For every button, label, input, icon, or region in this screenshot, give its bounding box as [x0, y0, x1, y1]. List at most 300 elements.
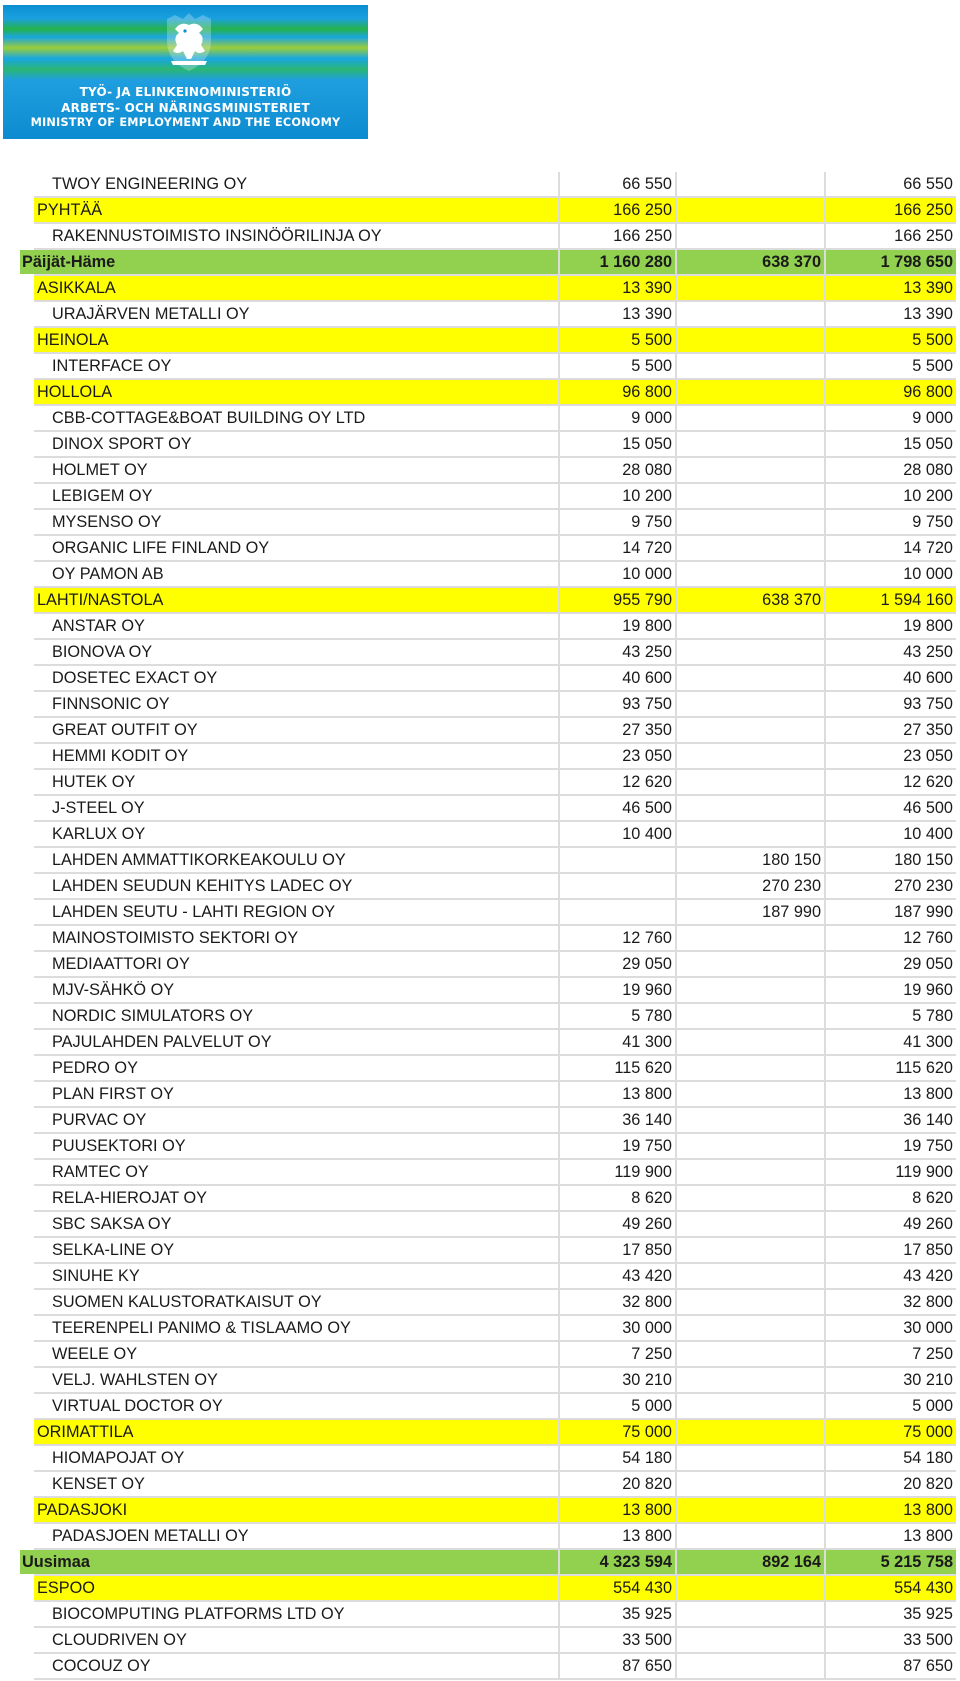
row-label: PEDRO OY — [52, 1059, 138, 1077]
amount-cell-c3: 87 650 — [903, 1657, 953, 1675]
row-label: SINUHE KY — [52, 1267, 140, 1285]
table-row — [0, 302, 956, 328]
amount-cell-c3: 49 260 — [903, 1215, 953, 1233]
column-divider — [824, 1134, 826, 1160]
column-divider — [824, 588, 826, 614]
amount-cell-c1: 15 050 — [622, 435, 672, 453]
table-row — [0, 1342, 956, 1368]
column-divider — [824, 380, 826, 406]
column-divider — [824, 1654, 826, 1680]
amount-cell-c2 — [677, 302, 824, 326]
row-label: LAHDEN SEUTU - LAHTI REGION OY — [52, 903, 336, 921]
amount-cell-c3: 12 620 — [903, 773, 953, 791]
column-divider — [824, 1212, 826, 1238]
table-row — [0, 562, 956, 588]
amount-cell-c1: 166 250 — [613, 227, 672, 245]
amount-cell-c1: 5 500 — [631, 357, 672, 375]
column-divider — [675, 770, 677, 796]
column-divider — [675, 1420, 677, 1446]
column-divider — [675, 1264, 677, 1290]
amount-cell-c3: 13 800 — [903, 1527, 953, 1545]
column-divider — [824, 1420, 826, 1446]
amount-cell-c2 — [677, 1628, 824, 1652]
amount-cell-c1: 9 000 — [631, 409, 672, 427]
column-divider — [824, 1108, 826, 1134]
row-label: BIOCOMPUTING PLATFORMS LTD OY — [52, 1605, 345, 1623]
column-divider — [558, 1602, 560, 1628]
column-divider — [675, 1212, 677, 1238]
column-divider — [824, 250, 826, 276]
amount-cell-c3: 5 500 — [912, 357, 953, 375]
amount-cell-c1: 43 250 — [622, 643, 672, 661]
row-label: PADASJOKI — [37, 1501, 128, 1519]
amount-cell-c3: 29 050 — [903, 955, 953, 973]
amount-cell-c3: 5 215 758 — [880, 1553, 953, 1571]
column-divider — [558, 380, 560, 406]
amount-cell-c3: 9 000 — [912, 409, 953, 427]
row-label: OY PAMON AB — [52, 565, 164, 583]
municipality-row — [0, 1420, 956, 1446]
column-divider — [558, 588, 560, 614]
column-divider — [675, 1238, 677, 1264]
row-label: HUTEK OY — [52, 773, 136, 791]
amount-cell-c3: 13 800 — [903, 1085, 953, 1103]
column-divider — [558, 1524, 560, 1550]
table-row — [0, 510, 956, 536]
amount-cell-c1: 30 000 — [622, 1319, 672, 1337]
row-label: LEBIGEM OY — [52, 487, 153, 505]
column-divider — [824, 926, 826, 952]
row-label: VIRTUAL DOCTOR OY — [52, 1397, 223, 1415]
column-divider — [824, 822, 826, 848]
amount-cell-c1 — [560, 900, 675, 924]
amount-cell-c1: 20 820 — [622, 1475, 672, 1493]
amount-cell-c2 — [677, 796, 824, 820]
column-divider — [675, 796, 677, 822]
table-row — [0, 1238, 956, 1264]
column-divider — [675, 588, 677, 614]
amount-cell-c3: 19 750 — [903, 1137, 953, 1155]
region-row — [0, 1550, 956, 1576]
column-divider — [558, 978, 560, 1004]
amount-cell-c3: 1 798 650 — [880, 253, 953, 271]
column-divider — [824, 1368, 826, 1394]
table-row — [0, 1186, 956, 1212]
column-divider — [824, 796, 826, 822]
column-divider — [558, 1446, 560, 1472]
amount-cell-c2 — [677, 276, 824, 300]
column-divider — [675, 926, 677, 952]
amount-cell-c1: 13 800 — [622, 1501, 672, 1519]
amount-cell-c1: 1 160 280 — [599, 253, 672, 271]
amount-cell-c1: 66 550 — [622, 175, 672, 193]
row-label: ORIMATTILA — [37, 1423, 134, 1441]
table-row — [0, 718, 956, 744]
column-divider — [558, 744, 560, 770]
row-label: COCOUZ OY — [52, 1657, 151, 1675]
amount-cell-c2 — [677, 692, 824, 716]
table-row — [0, 406, 956, 432]
column-divider — [675, 952, 677, 978]
column-divider — [675, 822, 677, 848]
table-row — [0, 1056, 956, 1082]
amount-cell-c1: 35 925 — [622, 1605, 672, 1623]
amount-cell-c2 — [677, 926, 824, 950]
logo-line-sv: ARBETS- OCH NÄRINGSMINISTERIET — [61, 101, 310, 115]
amount-cell-c3: 187 990 — [894, 903, 953, 921]
amount-cell-c2 — [677, 1368, 824, 1392]
row-label: MAINOSTOIMISTO SEKTORI OY — [52, 929, 299, 947]
column-divider — [824, 172, 826, 198]
row-label: Uusimaa — [22, 1553, 90, 1571]
amount-cell-c3: 119 900 — [895, 1163, 953, 1181]
column-divider — [558, 172, 560, 198]
column-divider — [558, 1004, 560, 1030]
table-row — [0, 1160, 956, 1186]
row-label: SUOMEN KALUSTORATKAISUT OY — [52, 1293, 322, 1311]
row-label: TEERENPELI PANIMO & TISLAAMO OY — [52, 1319, 351, 1337]
column-divider — [824, 198, 826, 224]
column-divider — [675, 458, 677, 484]
amount-cell-c2 — [677, 1238, 824, 1262]
finnish-lion-icon — [161, 11, 217, 73]
amount-cell-c2 — [677, 1446, 824, 1470]
municipality-row — [0, 1576, 956, 1602]
column-divider — [824, 770, 826, 796]
row-label: HIOMAPOJAT OY — [52, 1449, 185, 1467]
row-label: WEELE OY — [52, 1345, 138, 1363]
row-label: MEDIAATTORI OY — [52, 955, 190, 973]
column-divider — [558, 198, 560, 224]
amount-cell-c1: 32 800 — [622, 1293, 672, 1311]
column-divider — [558, 926, 560, 952]
amount-cell-c1: 93 750 — [622, 695, 672, 713]
amount-cell-c1: 27 350 — [622, 721, 672, 739]
amount-cell-c2 — [677, 1004, 824, 1028]
column-divider — [558, 1628, 560, 1654]
column-divider — [824, 328, 826, 354]
row-label: INTERFACE OY — [52, 357, 172, 375]
row-label: CLOUDRIVEN OY — [52, 1631, 187, 1649]
row-label: KENSET OY — [52, 1475, 145, 1493]
row-label: J-STEEL OY — [52, 799, 145, 817]
row-label: PUUSEKTORI OY — [52, 1137, 186, 1155]
row-label: PLAN FIRST OY — [52, 1085, 174, 1103]
amount-cell-c2 — [677, 1030, 824, 1054]
column-divider — [824, 432, 826, 458]
column-divider — [558, 1212, 560, 1238]
amount-cell-c2 — [677, 354, 824, 378]
amount-cell-c2 — [677, 718, 824, 742]
column-divider — [824, 1160, 826, 1186]
column-divider — [824, 952, 826, 978]
table-row — [0, 432, 956, 458]
amount-cell-c2 — [677, 1498, 824, 1522]
table-row — [0, 770, 956, 796]
column-divider — [558, 562, 560, 588]
amount-cell-c1: 10 000 — [622, 565, 672, 583]
logo-line-fi: TYÖ- JA ELINKEINOMINISTERIÖ — [79, 85, 292, 99]
column-divider — [675, 848, 677, 874]
amount-cell-c3: 23 050 — [903, 747, 953, 765]
column-divider — [675, 900, 677, 926]
column-divider — [824, 1030, 826, 1056]
amount-cell-c1: 10 200 — [622, 487, 672, 505]
table-row — [0, 848, 956, 874]
table-row — [0, 1628, 956, 1654]
table-row — [0, 536, 956, 562]
column-divider — [558, 1342, 560, 1368]
amount-cell-c2: 638 370 — [762, 591, 821, 609]
amount-cell-c1: 36 140 — [622, 1111, 672, 1129]
amount-cell-c2 — [677, 224, 824, 248]
table-row — [0, 1030, 956, 1056]
column-divider — [675, 172, 677, 198]
column-divider — [558, 224, 560, 250]
column-divider — [824, 1602, 826, 1628]
amount-cell-c3: 40 600 — [903, 669, 953, 687]
row-label: HEMMI KODIT OY — [52, 747, 189, 765]
amount-cell-c2 — [677, 1654, 824, 1678]
amount-cell-c1: 46 500 — [622, 799, 672, 817]
column-divider — [675, 1446, 677, 1472]
amount-cell-c3: 33 500 — [903, 1631, 953, 1649]
column-divider — [558, 692, 560, 718]
amount-cell-c3: 13 390 — [903, 305, 953, 323]
row-label: KARLUX OY — [52, 825, 146, 843]
amount-cell-c1: 54 180 — [622, 1449, 672, 1467]
column-divider — [824, 1628, 826, 1654]
column-divider — [675, 1290, 677, 1316]
column-divider — [558, 614, 560, 640]
column-divider — [824, 1290, 826, 1316]
amount-cell-c2 — [677, 640, 824, 664]
amount-cell-c3: 36 140 — [903, 1111, 953, 1129]
column-divider — [675, 1108, 677, 1134]
column-divider — [824, 978, 826, 1004]
column-divider — [558, 900, 560, 926]
row-label: RAKENNUSTOIMISTO INSINÖÖRILINJA OY — [52, 227, 382, 245]
amount-cell-c1: 5 780 — [631, 1007, 672, 1025]
column-divider — [675, 250, 677, 276]
column-divider — [824, 510, 826, 536]
amount-cell-c3: 17 850 — [903, 1241, 953, 1259]
amount-cell-c2 — [677, 1472, 824, 1496]
table-row — [0, 458, 956, 484]
grant-table — [0, 172, 956, 1680]
table-row — [0, 666, 956, 692]
amount-cell-c2 — [677, 822, 824, 846]
amount-cell-c1: 9 750 — [631, 513, 672, 531]
table-row — [0, 1524, 956, 1550]
column-divider — [675, 744, 677, 770]
table-row — [0, 224, 956, 250]
column-divider — [558, 1550, 560, 1576]
amount-cell-c1: 13 390 — [622, 305, 672, 323]
column-divider — [824, 1082, 826, 1108]
table-row — [0, 1004, 956, 1030]
amount-cell-c1: 41 300 — [622, 1033, 672, 1051]
amount-cell-c1: 19 800 — [622, 617, 672, 635]
column-divider — [824, 406, 826, 432]
amount-cell-c3: 180 150 — [894, 851, 953, 869]
row-label: ASIKKALA — [37, 279, 116, 297]
column-divider — [558, 1056, 560, 1082]
column-divider — [675, 1524, 677, 1550]
amount-cell-c1: 8 620 — [631, 1189, 672, 1207]
column-divider — [558, 1498, 560, 1524]
column-divider — [824, 1472, 826, 1498]
column-divider — [558, 432, 560, 458]
column-divider — [558, 1290, 560, 1316]
column-divider — [558, 1576, 560, 1602]
amount-cell-c3: 43 420 — [903, 1267, 953, 1285]
column-divider — [558, 1368, 560, 1394]
municipality-row — [0, 1498, 956, 1524]
column-divider — [558, 276, 560, 302]
column-divider — [824, 354, 826, 380]
amount-cell-c3: 10 000 — [903, 565, 953, 583]
column-divider — [558, 1030, 560, 1056]
row-label: PAJULAHDEN PALVELUT OY — [52, 1033, 272, 1051]
table-row — [0, 900, 956, 926]
column-divider — [824, 536, 826, 562]
table-row — [0, 1602, 956, 1628]
row-label: NORDIC SIMULATORS OY — [52, 1007, 254, 1025]
amount-cell-c3: 10 400 — [903, 825, 953, 843]
municipality-row — [0, 276, 956, 302]
column-divider — [675, 1602, 677, 1628]
column-divider — [824, 874, 826, 900]
table-row — [0, 614, 956, 640]
column-divider — [824, 718, 826, 744]
column-divider — [675, 354, 677, 380]
row-label: DINOX SPORT OY — [52, 435, 192, 453]
amount-cell-c1: 119 900 — [614, 1163, 672, 1181]
row-label: DOSETEC EXACT OY — [52, 669, 218, 687]
amount-cell-c1: 23 050 — [622, 747, 672, 765]
amount-cell-c2 — [677, 1264, 824, 1288]
amount-cell-c2 — [677, 1108, 824, 1132]
row-label: TWOY ENGINEERING OY — [52, 175, 248, 193]
amount-cell-c2 — [677, 1134, 824, 1158]
row-label: CBB-COTTAGE&BOAT BUILDING OY LTD — [52, 409, 366, 427]
table-row — [0, 1108, 956, 1134]
amount-cell-c1: 33 500 — [622, 1631, 672, 1649]
column-divider — [558, 1654, 560, 1680]
amount-cell-c3: 5 780 — [912, 1007, 953, 1025]
column-divider — [824, 1394, 826, 1420]
column-divider — [675, 510, 677, 536]
table-row — [0, 1446, 956, 1472]
table-row — [0, 1082, 956, 1108]
row-label: LAHDEN SEUDUN KEHITYS LADEC OY — [52, 877, 353, 895]
amount-cell-c3: 1 594 160 — [880, 591, 953, 609]
column-divider — [824, 1498, 826, 1524]
municipality-row — [0, 328, 956, 354]
column-divider — [675, 1654, 677, 1680]
column-divider — [675, 276, 677, 302]
row-label: PYHTÄÄ — [37, 201, 103, 219]
column-divider — [558, 1316, 560, 1342]
amount-cell-c1: 166 250 — [613, 201, 672, 219]
row-label: BIONOVA OY — [52, 643, 153, 661]
amount-cell-c1: 43 420 — [622, 1267, 672, 1285]
column-divider — [675, 874, 677, 900]
region-row — [0, 250, 956, 276]
row-label: SBC SAKSA OY — [52, 1215, 172, 1233]
amount-cell-c3: 7 250 — [912, 1345, 953, 1363]
amount-cell-c2: 187 990 — [762, 903, 821, 921]
amount-cell-c3: 30 210 — [903, 1371, 953, 1389]
amount-cell-c3: 54 180 — [903, 1449, 953, 1467]
row-label: URAJÄRVEN METALLI OY — [52, 305, 250, 323]
column-divider — [824, 1524, 826, 1550]
column-divider — [558, 328, 560, 354]
amount-cell-c2 — [677, 1160, 824, 1184]
amount-cell-c2 — [677, 172, 824, 196]
table-row — [0, 1212, 956, 1238]
column-divider — [675, 718, 677, 744]
amount-cell-c2 — [677, 458, 824, 482]
amount-cell-c1: 87 650 — [622, 1657, 672, 1675]
amount-cell-c1: 554 430 — [613, 1579, 672, 1597]
amount-cell-c3: 5 000 — [912, 1397, 953, 1415]
row-label: MJV-SÄHKÖ OY — [52, 981, 175, 999]
amount-cell-c3: 13 800 — [903, 1501, 953, 1519]
amount-cell-c2: 180 150 — [762, 851, 821, 869]
table-row — [0, 484, 956, 510]
table-row — [0, 874, 956, 900]
amount-cell-c2 — [677, 484, 824, 508]
amount-cell-c2 — [677, 1212, 824, 1236]
row-label: LAHDEN AMMATTIKORKEAKOULU OY — [52, 851, 346, 869]
column-divider — [675, 1342, 677, 1368]
amount-cell-c3: 46 500 — [903, 799, 953, 817]
column-divider — [824, 562, 826, 588]
row-label: Päijät-Häme — [22, 253, 116, 271]
amount-cell-c1: 13 800 — [622, 1085, 672, 1103]
column-divider — [558, 1472, 560, 1498]
amount-cell-c1: 29 050 — [622, 955, 672, 973]
column-divider — [675, 1316, 677, 1342]
row-label: HOLLOLA — [37, 383, 113, 401]
table-row — [0, 926, 956, 952]
column-divider — [675, 1628, 677, 1654]
column-divider — [558, 458, 560, 484]
amount-cell-c2 — [677, 406, 824, 430]
amount-cell-c2 — [677, 978, 824, 1002]
column-divider — [558, 1238, 560, 1264]
column-divider — [675, 1368, 677, 1394]
column-divider — [824, 1186, 826, 1212]
amount-cell-c3: 93 750 — [903, 695, 953, 713]
column-divider — [558, 250, 560, 276]
amount-cell-c1: 75 000 — [622, 1423, 672, 1441]
column-divider — [824, 1446, 826, 1472]
column-divider — [558, 640, 560, 666]
table-row — [0, 822, 956, 848]
amount-cell-c1: 14 720 — [622, 539, 672, 557]
amount-cell-c1: 12 620 — [622, 773, 672, 791]
amount-cell-c1: 28 080 — [622, 461, 672, 479]
amount-cell-c2: 892 164 — [762, 1553, 821, 1571]
column-divider — [675, 1550, 677, 1576]
column-divider — [824, 276, 826, 302]
column-divider — [558, 796, 560, 822]
amount-cell-c2 — [677, 198, 824, 222]
amount-cell-c1 — [560, 874, 675, 898]
